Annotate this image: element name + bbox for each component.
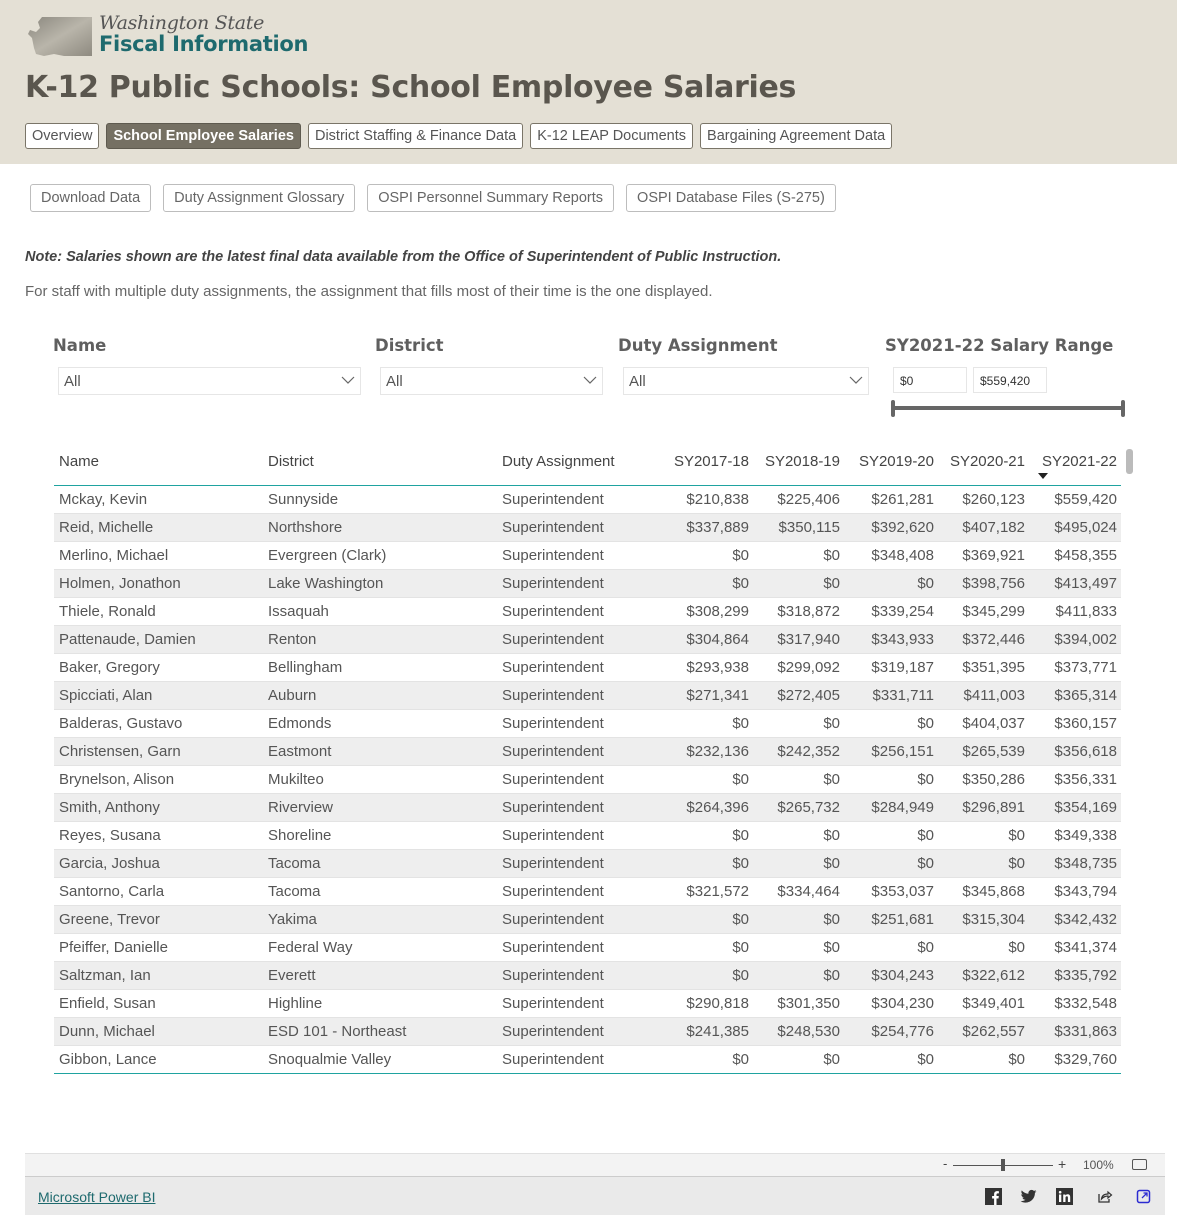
cell-sy2020-21: $407,182 — [962, 519, 1025, 536]
cell-sy2021-22: $331,863 — [1054, 1023, 1117, 1040]
site-logo[interactable] — [26, 12, 326, 62]
cell-sy2017-18: $0 — [732, 771, 749, 788]
cell-sy2018-19: $0 — [823, 547, 840, 564]
cell-sy2018-19: $350,115 — [778, 519, 840, 536]
table-row[interactable] — [54, 738, 1121, 766]
cell-sy2021-22: $329,760 — [1054, 1051, 1117, 1068]
cell-sy2017-18: $210,838 — [686, 491, 749, 508]
cell-sy2019-20: $284,949 — [871, 799, 934, 816]
cell-sy2018-19: $317,940 — [777, 631, 840, 648]
data-note: Note: Salaries shown are the latest final data available from the Office of Superintendent of Public Instruction. — [25, 249, 782, 265]
cell-district: Federal Way — [268, 939, 353, 956]
cell-sy2019-20: $392,620 — [871, 519, 934, 536]
name-filter-dropdown[interactable] — [58, 367, 361, 395]
cell-sy2021-22: $495,024 — [1054, 519, 1117, 536]
cell-name: Santorno, Carla — [59, 883, 165, 900]
tab-overview[interactable]: Overview — [25, 123, 99, 149]
tab-school-employee-salaries[interactable]: School Employee Salaries — [106, 123, 301, 149]
duty-filter-value: All — [629, 373, 646, 390]
cell-sy2019-20: $0 — [917, 827, 934, 844]
table-row[interactable] — [54, 682, 1121, 710]
cell-sy2019-20: $331,711 — [872, 687, 934, 704]
salary-max-input[interactable]: $559,420 — [973, 367, 1047, 393]
duty-assignment-glossary-button[interactable]: Duty Assignment Glossary — [163, 184, 355, 212]
facebook-icon[interactable] — [985, 1188, 1002, 1205]
cell-duty-assignment: Superintendent — [502, 911, 604, 928]
cell-sy2019-20: $0 — [917, 771, 934, 788]
cell-sy2018-19: $265,732 — [777, 799, 840, 816]
cell-sy2018-19: $0 — [823, 939, 840, 956]
cell-duty-assignment: Superintendent — [502, 659, 604, 676]
tab-bargaining-agreement-data[interactable]: Bargaining Agreement Data — [700, 123, 892, 149]
cell-sy2020-21: $260,123 — [962, 491, 1025, 508]
nav-tabs — [25, 123, 892, 149]
cell-sy2019-20: $0 — [917, 715, 934, 732]
cell-sy2020-21: $315,304 — [962, 911, 1025, 928]
cell-sy2018-19: $318,872 — [777, 603, 840, 620]
cell-sy2021-22: $413,497 — [1054, 575, 1117, 592]
cell-sy2021-22: $458,355 — [1054, 547, 1117, 564]
cell-sy2017-18: $304,864 — [686, 631, 749, 648]
cell-duty-assignment: Superintendent — [502, 883, 604, 900]
linkedin-icon[interactable] — [1056, 1188, 1073, 1205]
cell-sy2017-18: $0 — [732, 911, 749, 928]
table-row[interactable] — [54, 654, 1121, 682]
cell-sy2020-21: $404,037 — [962, 715, 1025, 732]
cell-name: Holmen, Jonathon — [59, 575, 181, 592]
cell-sy2019-20: $319,187 — [871, 659, 934, 676]
cell-name: Christensen, Garn — [59, 743, 181, 760]
cell-name: Baker, Gregory — [59, 659, 160, 676]
column-header-duty-assignment[interactable]: Duty Assignment — [502, 453, 615, 470]
cell-name: Gibbon, Lance — [59, 1051, 157, 1068]
fit-to-page-icon[interactable] — [1132, 1159, 1147, 1170]
cell-sy2021-22: $360,157 — [1054, 715, 1117, 732]
district-filter-label: District — [375, 336, 444, 355]
cell-sy2019-20: $0 — [917, 575, 934, 592]
table-row[interactable] — [54, 850, 1121, 878]
cell-name: Pattenaude, Damien — [59, 631, 196, 648]
cell-district: Highline — [268, 995, 323, 1012]
cell-sy2017-18: $308,299 — [686, 603, 749, 620]
cell-district: Bellingham — [268, 659, 343, 676]
zoom-bar — [25, 1153, 1165, 1177]
cell-duty-assignment: Superintendent — [502, 967, 604, 984]
name-filter-label: Name — [53, 336, 107, 355]
zoom-in-button[interactable]: + — [1058, 1156, 1067, 1172]
column-header-district[interactable]: District — [268, 453, 314, 470]
table-row[interactable] — [54, 514, 1121, 542]
cell-district: Evergreen (Clark) — [268, 547, 387, 564]
cell-sy2018-19: $248,530 — [777, 1023, 840, 1040]
table-row[interactable] — [54, 710, 1121, 738]
cell-sy2017-18: $232,136 — [686, 743, 749, 760]
cell-sy2017-18: $0 — [732, 827, 749, 844]
cell-district: Snoqualmie Valley — [268, 1051, 392, 1068]
cell-district: Shoreline — [268, 827, 332, 844]
cell-name: Brynelson, Alison — [59, 771, 175, 788]
cell-duty-assignment: Superintendent — [502, 547, 604, 564]
twitter-icon[interactable] — [1020, 1188, 1037, 1205]
column-header-sy2017-18[interactable]: SY2017-18 — [673, 453, 749, 470]
table-row[interactable] — [54, 934, 1121, 962]
cell-sy2020-21: $296,891 — [962, 799, 1025, 816]
ospi-database-files-button[interactable]: OSPI Database Files (S-275) — [626, 184, 836, 212]
table-row[interactable] — [54, 878, 1121, 906]
cell-sy2017-18: $293,938 — [686, 659, 749, 676]
cell-name: Mckay, Kevin — [59, 491, 148, 508]
column-header-name[interactable]: Name — [59, 453, 100, 470]
cell-sy2020-21: $411,003 — [963, 687, 1025, 704]
cell-sy2021-22: $335,792 — [1054, 967, 1117, 984]
cell-duty-assignment: Superintendent — [502, 1023, 604, 1040]
cell-sy2018-19: $0 — [823, 1051, 840, 1068]
cell-sy2019-20: $304,230 — [871, 995, 934, 1012]
cell-name: Greene, Trevor — [59, 911, 160, 928]
duty-filter-label: Duty Assignment — [618, 336, 778, 355]
cell-sy2019-20: $339,254 — [871, 603, 934, 620]
cell-duty-assignment: Superintendent — [502, 575, 604, 592]
page-title: K-12 Public Schools: School Employee Salaries — [25, 70, 797, 105]
ospi-personnel-reports-button[interactable]: OSPI Personnel Summary Reports — [367, 184, 614, 212]
cell-duty-assignment: Superintendent — [502, 743, 604, 760]
table-row[interactable] — [54, 626, 1121, 654]
cell-sy2017-18: $264,396 — [686, 799, 749, 816]
cell-sy2021-22: $365,314 — [1054, 687, 1117, 704]
cell-sy2020-21: $0 — [1008, 939, 1025, 956]
cell-sy2018-19: $334,464 — [777, 883, 840, 900]
cell-sy2020-21: $265,539 — [962, 743, 1025, 760]
cell-sy2017-18: $337,889 — [686, 519, 749, 536]
cell-sy2020-21: $369,921 — [962, 547, 1025, 564]
table-row[interactable] — [54, 542, 1121, 570]
cell-sy2020-21: $398,756 — [962, 575, 1025, 592]
cell-district: Auburn — [268, 687, 317, 704]
resource-buttons — [30, 184, 836, 212]
cell-district: Riverview — [268, 799, 334, 816]
table-row[interactable] — [54, 766, 1121, 794]
cell-sy2017-18: $0 — [732, 547, 749, 564]
duty-assignment-note: For staff with multiple duty assignments, the assignment that fills most of their time is the one displayed. — [25, 283, 713, 300]
cell-sy2017-18: $0 — [732, 575, 749, 592]
cell-duty-assignment: Superintendent — [502, 603, 604, 620]
salary-range-max-handle[interactable] — [1121, 400, 1125, 417]
name-filter-value: All — [64, 373, 81, 390]
table-row[interactable] — [54, 990, 1121, 1018]
cell-duty-assignment: Superintendent — [502, 855, 604, 872]
cell-sy2021-22: $394,002 — [1054, 631, 1117, 648]
cell-duty-assignment: Superintendent — [502, 799, 604, 816]
table-row[interactable] — [54, 598, 1121, 626]
zoom-level: 100% — [1083, 1158, 1114, 1172]
cell-duty-assignment: Superintendent — [502, 631, 604, 648]
cell-sy2020-21: $0 — [1008, 855, 1025, 872]
cell-duty-assignment: Superintendent — [502, 939, 604, 956]
cell-district: Mukilteo — [268, 771, 324, 788]
logo-line-2: Fiscal Information — [99, 32, 309, 56]
cell-sy2019-20: $348,408 — [871, 547, 934, 564]
table-row[interactable] — [54, 822, 1121, 850]
chevron-down-icon — [583, 375, 597, 385]
tab-district-staffing-finance[interactable]: District Staffing & Finance Data — [308, 123, 523, 149]
table-row[interactable] — [54, 486, 1121, 514]
table-row[interactable] — [54, 570, 1121, 598]
cell-sy2021-22: $341,374 — [1054, 939, 1117, 956]
cell-sy2021-22: $559,420 — [1054, 491, 1117, 508]
cell-sy2019-20: $343,933 — [871, 631, 934, 648]
cell-sy2017-18: $0 — [732, 939, 749, 956]
cell-sy2018-19: $0 — [823, 911, 840, 928]
cell-sy2021-22: $356,331 — [1054, 771, 1117, 788]
cell-district: Lake Washington — [268, 575, 384, 592]
cell-sy2021-22: $373,771 — [1054, 659, 1117, 676]
table-body — [54, 486, 1121, 1074]
cell-sy2021-22: $348,735 — [1054, 855, 1117, 872]
cell-sy2021-22: $349,338 — [1054, 827, 1117, 844]
cell-duty-assignment: Superintendent — [502, 491, 604, 508]
cell-sy2018-19: $0 — [823, 967, 840, 984]
chevron-down-icon — [849, 375, 863, 385]
cell-name: Merlino, Michael — [59, 547, 169, 564]
header-banner — [0, 0, 1177, 164]
cell-sy2020-21: $0 — [1008, 1051, 1025, 1068]
cell-sy2018-19: $0 — [823, 827, 840, 844]
cell-sy2020-21: $322,612 — [962, 967, 1025, 984]
cell-sy2021-22: $332,548 — [1054, 995, 1117, 1012]
cell-district: Tacoma — [268, 883, 321, 900]
cell-district: Yakima — [268, 911, 317, 928]
cell-name: Saltzman, Ian — [59, 967, 151, 984]
zoom-slider-thumb[interactable] — [1001, 1159, 1005, 1171]
cell-sy2020-21: $349,401 — [962, 995, 1025, 1012]
footer — [25, 1177, 1165, 1215]
cell-sy2019-20: $261,281 — [871, 491, 934, 508]
cell-sy2018-19: $225,406 — [777, 491, 840, 508]
cell-sy2019-20: $251,681 — [871, 911, 934, 928]
cell-sy2018-19: $299,092 — [777, 659, 840, 676]
salary-table — [54, 446, 1121, 1074]
cell-district: ESD 101 - Northeast — [268, 1023, 407, 1040]
cell-duty-assignment: Superintendent — [502, 827, 604, 844]
cell-sy2021-22: $356,618 — [1054, 743, 1117, 760]
cell-duty-assignment: Superintendent — [502, 1051, 604, 1068]
cell-sy2018-19: $0 — [823, 575, 840, 592]
table-row[interactable] — [54, 962, 1121, 990]
cell-name: Enfield, Susan — [59, 995, 156, 1012]
cell-sy2017-18: $290,818 — [686, 995, 749, 1012]
cell-sy2019-20: $0 — [917, 939, 934, 956]
cell-name: Pfeiffer, Danielle — [59, 939, 168, 956]
download-data-button[interactable]: Download Data — [30, 184, 151, 212]
cell-sy2018-19: $0 — [823, 715, 840, 732]
cell-duty-assignment: Superintendent — [502, 771, 604, 788]
salary-range-min-handle[interactable] — [891, 400, 895, 417]
cell-name: Dunn, Michael — [59, 1023, 155, 1040]
cell-sy2018-19: $242,352 — [777, 743, 840, 760]
column-header-sy2021-22[interactable]: SY2021-22 — [1041, 453, 1117, 470]
cell-sy2018-19: $272,405 — [777, 687, 840, 704]
salary-min-input[interactable]: $0 — [893, 367, 967, 393]
cell-sy2018-19: $0 — [823, 855, 840, 872]
cell-district: Tacoma — [268, 855, 321, 872]
table-row[interactable] — [54, 906, 1121, 934]
cell-sy2017-18: $0 — [732, 1051, 749, 1068]
cell-sy2017-18: $0 — [732, 715, 749, 732]
washington-state-map-icon — [26, 14, 96, 60]
cell-name: Reid, Michelle — [59, 519, 154, 536]
share-icon[interactable] — [1096, 1188, 1113, 1205]
chevron-down-icon — [341, 375, 355, 385]
cell-name: Balderas, Gustavo — [59, 715, 183, 732]
cell-name: Thiele, Ronald — [59, 603, 156, 620]
table-row[interactable] — [54, 794, 1121, 822]
cell-duty-assignment: Superintendent — [502, 519, 604, 536]
cell-sy2017-18: $0 — [732, 855, 749, 872]
cell-name: Garcia, Joshua — [59, 855, 160, 872]
cell-sy2020-21: $0 — [1008, 827, 1025, 844]
cell-sy2020-21: $350,286 — [962, 771, 1025, 788]
duty-filter-dropdown[interactable] — [623, 367, 869, 395]
salary-range-label: SY2021-22 Salary Range — [885, 336, 1114, 355]
cell-district: Northshore — [268, 519, 343, 536]
cell-name: Reyes, Susana — [59, 827, 161, 844]
cell-district: Renton — [268, 631, 317, 648]
cell-sy2021-22: $411,833 — [1055, 603, 1117, 620]
cell-sy2020-21: $345,868 — [962, 883, 1025, 900]
cell-sy2021-22: $343,794 — [1054, 883, 1117, 900]
sort-descending-icon — [1038, 473, 1048, 479]
cell-sy2018-19: $301,350 — [777, 995, 840, 1012]
cell-sy2020-21: $351,395 — [962, 659, 1025, 676]
column-header-sy2019-20[interactable]: SY2019-20 — [858, 453, 934, 470]
cell-duty-assignment: Superintendent — [502, 715, 604, 732]
logo-line-1: Washington State — [99, 12, 265, 34]
cell-duty-assignment: Superintendent — [502, 995, 604, 1012]
cell-sy2019-20: $0 — [917, 1051, 934, 1068]
cell-sy2017-18: $321,572 — [686, 883, 749, 900]
table-row[interactable] — [54, 1046, 1121, 1074]
cell-sy2019-20: $256,151 — [871, 743, 934, 760]
power-bi-link[interactable]: Microsoft Power BI — [38, 1189, 156, 1205]
cell-sy2017-18: $241,385 — [686, 1023, 749, 1040]
cell-sy2020-21: $372,446 — [962, 631, 1025, 648]
column-header-sy2018-19[interactable]: SY2018-19 — [764, 453, 840, 470]
cell-district: Everett — [268, 967, 316, 984]
cell-sy2019-20: $254,776 — [871, 1023, 934, 1040]
cell-name: Smith, Anthony — [59, 799, 160, 816]
cell-name: Spicciati, Alan — [59, 687, 153, 704]
cell-sy2019-20: $304,243 — [871, 967, 934, 984]
district-filter-dropdown[interactable] — [380, 367, 603, 395]
column-header-sy2020-21[interactable]: SY2020-21 — [949, 453, 1025, 470]
table-scrollbar[interactable] — [1126, 449, 1133, 474]
cell-sy2020-21: $262,557 — [962, 1023, 1025, 1040]
table-header — [54, 446, 1121, 486]
cell-sy2021-22: $342,432 — [1054, 911, 1117, 928]
cell-district: Sunnyside — [268, 491, 339, 508]
cell-sy2018-19: $0 — [823, 771, 840, 788]
salary-range-slider-track[interactable] — [893, 406, 1124, 410]
cell-district: Issaquah — [268, 603, 329, 620]
popout-icon[interactable] — [1135, 1188, 1152, 1205]
cell-district: Edmonds — [268, 715, 332, 732]
cell-sy2017-18: $271,341 — [686, 687, 749, 704]
cell-district: Eastmont — [268, 743, 332, 760]
tab-k12-leap-documents[interactable]: K-12 LEAP Documents — [530, 123, 693, 149]
cell-sy2021-22: $354,169 — [1054, 799, 1117, 816]
cell-sy2020-21: $345,299 — [962, 603, 1025, 620]
cell-sy2019-20: $0 — [917, 855, 934, 872]
cell-duty-assignment: Superintendent — [502, 687, 604, 704]
table-row[interactable] — [54, 1018, 1121, 1046]
cell-sy2017-18: $0 — [732, 967, 749, 984]
zoom-out-button[interactable]: - — [943, 1156, 948, 1171]
district-filter-value: All — [386, 373, 403, 390]
cell-sy2019-20: $353,037 — [871, 883, 934, 900]
